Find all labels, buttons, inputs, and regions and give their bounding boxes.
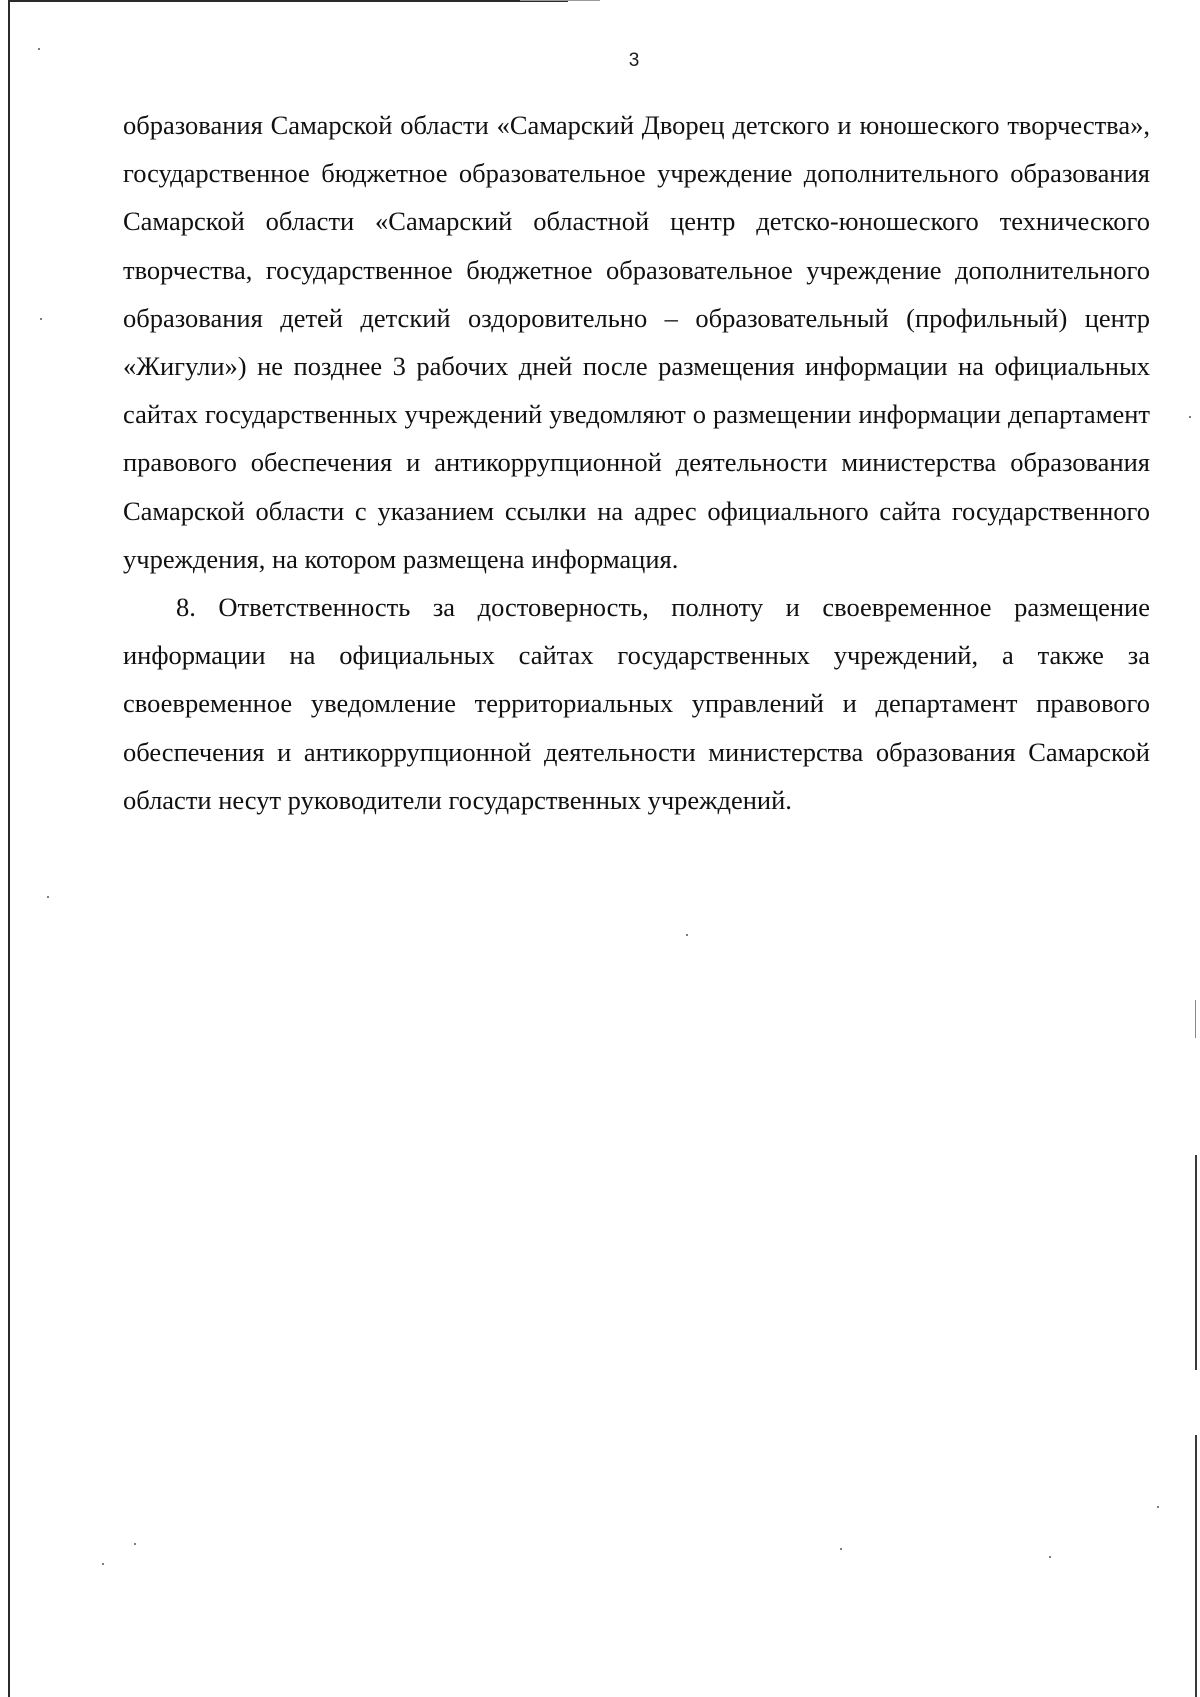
scan-edge-top-faint: [520, 0, 600, 1]
document-body: [123, 101, 1150, 824]
scan-edge-right: [1195, 1435, 1197, 1697]
scan-edge-right: [1195, 1155, 1197, 1370]
paragraph-item-8: 8. Ответственность за достоверность, полноту и своевременное размещение информации на официальных сайтах государственных учреждений, а также за своевременное уведомление территориальных управлений и департамент правового обеспечения и антикоррупционной деятельности министерства образования Самарской области несут руководители государственных учреждений.: [123, 592, 1150, 815]
scan-speck: [1049, 1556, 1051, 1558]
page-number: 3: [628, 50, 640, 71]
scan-edge-top: [8, 0, 568, 2]
paragraph-continuation: образования Самарской области «Самарский Дворец детского и юношеского творчества», государственное бюджетное образовательное учреждение дополнительного образования Самарской области «Самарский областной центр детско-юношеского технического творчества, государственное бюджетное образовательное учреждение дополнительного образования детей детский оздоровительно – образовательный (профильный) центр «Жигули») не позднее 3 рабочих дней после размещения информации на официальных сайтах государственных учреждений уведомляют о размещении информации департамент правового обеспечения и антикоррупционной деятельности министерства образования Самарской области с указанием ссылки на адрес официального сайта государственного учреждения, на котором размещена информация.: [123, 110, 1150, 574]
scan-speck: [1157, 1506, 1159, 1508]
scan-edge-left: [8, 0, 10, 1697]
scan-speck: [102, 1563, 104, 1565]
scan-speck: [1189, 416, 1191, 418]
scan-speck: [40, 318, 42, 320]
scan-speck: [686, 934, 688, 936]
scan-edge-right: [1195, 1000, 1196, 1038]
scan-speck: [47, 896, 49, 898]
scan-speck: [840, 1548, 842, 1550]
scan-speck: [134, 1543, 136, 1545]
